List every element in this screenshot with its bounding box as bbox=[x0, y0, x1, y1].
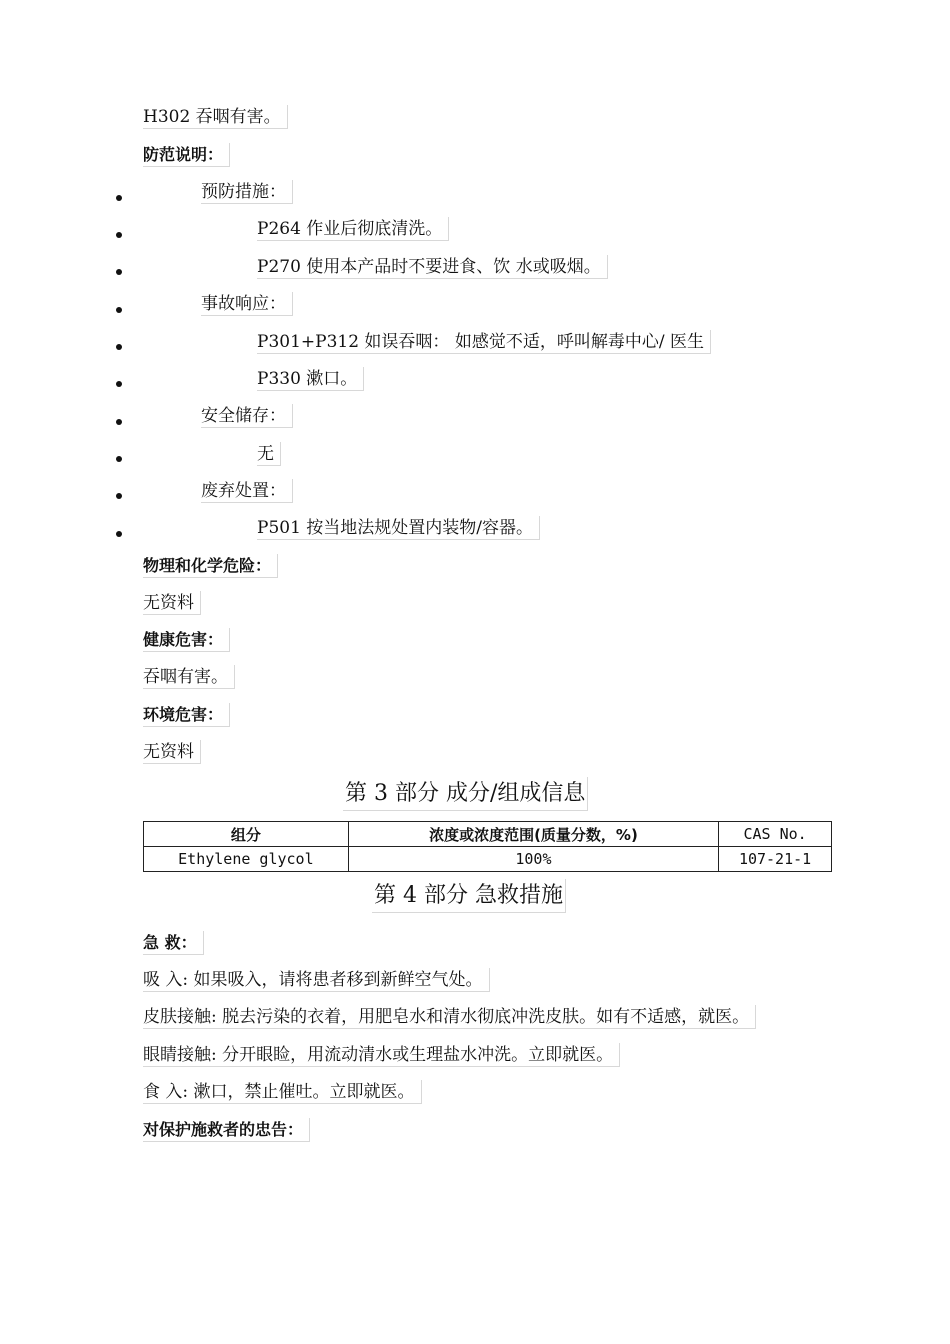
first-aid-skin-contact: 皮肤接触: 脱去污染的衣着，用肥皂水和清水彻底冲洗皮肤。如有不适感，就医。 bbox=[143, 1005, 756, 1029]
section-3-title: 第 3 部分 成分/组成信息 bbox=[343, 777, 588, 811]
list-bullet bbox=[116, 232, 122, 238]
first-aid-ingestion: 食 入: 漱口，禁止催吐。立即就医。 bbox=[143, 1080, 422, 1104]
composition-table bbox=[143, 821, 832, 872]
list-item: P264 作业后彻底清洗。 bbox=[257, 217, 449, 241]
column-header-component: 组分 bbox=[144, 822, 349, 847]
list-item: P270 使用本产品时不要进食、饮 水或吸烟。 bbox=[257, 255, 608, 279]
environment-hazard-text: 无资料 bbox=[143, 740, 201, 764]
first-aid-heading: 急 救： bbox=[143, 931, 204, 955]
list-bullet bbox=[116, 381, 122, 387]
list-bullet bbox=[116, 531, 122, 537]
list-bullet bbox=[116, 344, 122, 350]
list-item: P501 按当地法规处置内装物/容器。 bbox=[257, 516, 540, 540]
list-item: 无 bbox=[257, 442, 281, 466]
list-item: 废弃处置： bbox=[201, 479, 293, 503]
list-bullet bbox=[116, 307, 122, 313]
list-bullet bbox=[116, 195, 122, 201]
health-hazard-heading: 健康危害： bbox=[143, 628, 230, 652]
list-bullet bbox=[116, 493, 122, 499]
table-row bbox=[144, 847, 832, 872]
column-header-concentration: 浓度或浓度范围(质量分数，%) bbox=[348, 822, 718, 847]
list-item: P301+P312 如误吞咽： 如感觉不适，呼叫解毒中心/ 医生 bbox=[257, 330, 711, 354]
cas-number-cell: 107-21-1 bbox=[719, 847, 832, 872]
table-header-row bbox=[144, 822, 832, 847]
physical-hazard-text: 无资料 bbox=[143, 591, 201, 615]
list-bullet bbox=[116, 419, 122, 425]
concentration-cell: 100% bbox=[348, 847, 718, 872]
list-bullet bbox=[116, 269, 122, 275]
precaution-heading: 防范说明： bbox=[143, 143, 230, 167]
physical-hazard-heading: 物理和化学危险： bbox=[143, 554, 278, 578]
first-aid-inhalation: 吸 入: 如果吸入，请将患者移到新鲜空气处。 bbox=[143, 968, 490, 992]
section-4-title: 第 4 部分 急救措施 bbox=[372, 879, 566, 913]
column-header-cas: CAS No. bbox=[719, 822, 832, 847]
hazard-statement: H302 吞咽有害。 bbox=[143, 105, 288, 129]
first-aid-eye-contact: 眼睛接触: 分开眼睑，用流动清水或生理盐水冲洗。立即就医。 bbox=[143, 1043, 620, 1067]
rescuer-advice-heading: 对保护施救者的忠告： bbox=[143, 1118, 310, 1142]
list-item: 安全储存： bbox=[201, 404, 293, 428]
health-hazard-text: 吞咽有害。 bbox=[143, 665, 235, 689]
environment-hazard-heading: 环境危害： bbox=[143, 703, 230, 727]
list-item: 事故响应： bbox=[201, 292, 293, 316]
list-item: P330 漱口。 bbox=[257, 367, 364, 391]
list-item: 预防措施： bbox=[201, 180, 293, 204]
component-name-cell: Ethylene glycol bbox=[144, 847, 349, 872]
list-bullet bbox=[116, 456, 122, 462]
